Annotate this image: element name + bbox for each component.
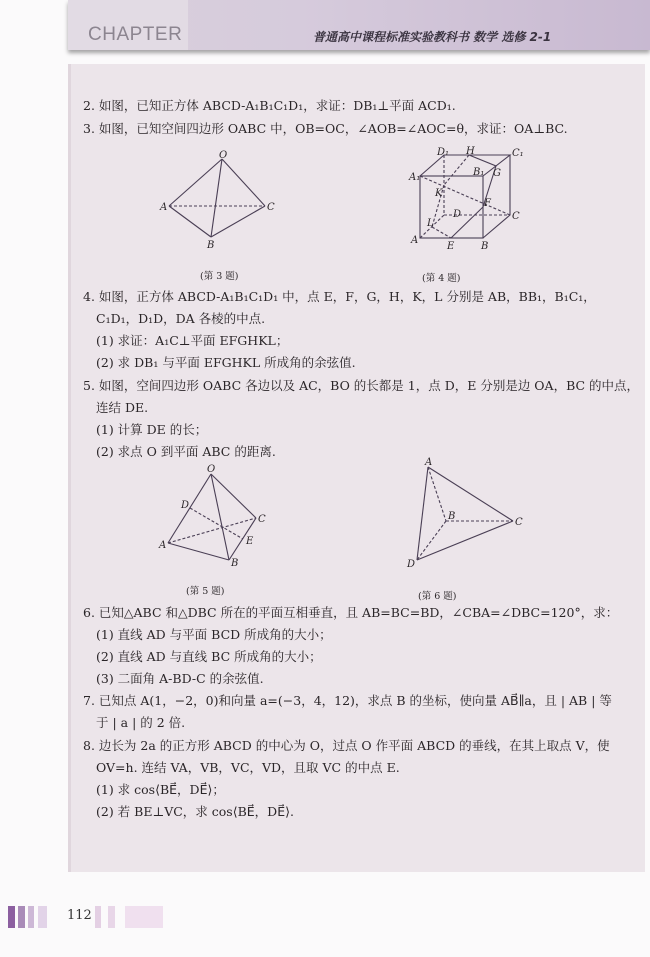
figure-3 xyxy=(159,150,275,282)
problem-8-cont: OV=h. 连结 VA，VB，VC，VD，且取 VC 的中点 E. xyxy=(96,760,400,775)
problem-6-part-1: (1) 直线 AD 与平面 BCD 所成角的大小； xyxy=(96,627,332,642)
label-D1: D₁ xyxy=(437,147,450,158)
label-B: B xyxy=(448,511,456,522)
label-C: C xyxy=(267,202,275,213)
problem-8-part-1: (1) 求 cos⟨BE⃗，DE⃗⟩； xyxy=(96,782,225,797)
label-D: D xyxy=(181,500,190,511)
label-C: C xyxy=(515,517,523,528)
problem-5-part-1: (1) 计算 DE 的长； xyxy=(96,422,208,437)
label-A: A xyxy=(160,202,168,213)
label-O: O xyxy=(219,150,228,161)
label-C: C xyxy=(258,514,266,525)
label-A: A xyxy=(411,235,419,246)
problem-3: 3. 如图，已知空间四边形 OABC 中，OB=OC，∠AOB=∠AOC=θ，求证：OA⊥BC. xyxy=(83,121,568,136)
label-O: O xyxy=(207,464,216,475)
label-A: A xyxy=(425,457,433,468)
label-C: C xyxy=(512,211,520,222)
label-L: L xyxy=(427,218,434,229)
label-A: A xyxy=(159,540,167,551)
problem-7: 7. 已知点 A(1，−2，0)和向量 a=(−3，4，12)，求点 B 的坐标，使向量 AB⃗∥a，且 | AB | 等 xyxy=(83,693,612,708)
problem-6-part-3: (3) 二面角 A-BD-C 的余弦值. xyxy=(96,671,264,686)
label-A1: A₁ xyxy=(409,172,421,183)
problem-4: 4. 如图，正方体 ABCD-A₁B₁C₁D₁ 中，点 E，F，G，H，K，L 分别是 AB，BB₁，B₁C₁， xyxy=(83,289,596,304)
label-G: G xyxy=(493,168,501,179)
label-D: D xyxy=(453,209,462,220)
label-D: D xyxy=(407,559,416,570)
label-E: E xyxy=(246,536,254,547)
problem-4-part-2: (2) 求 DB₁ 与平面 EFGHKL 所成角的余弦值. xyxy=(96,355,356,370)
figure-5 xyxy=(158,464,266,597)
figure-6-caption: (第 6 题) xyxy=(418,591,457,602)
label-B: B xyxy=(481,241,489,252)
figure-6 xyxy=(406,457,523,602)
figure-5-caption: (第 5 题) xyxy=(186,586,225,597)
label-B: B xyxy=(231,558,239,569)
problem-2: 2. 如图，已知正方体 ABCD-A₁B₁C₁D₁，求证：DB₁⊥平面 ACD₁. xyxy=(83,98,456,113)
problem-6: 6. 已知△ABC 和△DBC 所在的平面互相垂直，且 AB=BC=BD，∠CBA=∠DBC=120°，求： xyxy=(83,605,619,620)
problem-5: 5. 如图，空间四边形 OABC 各边以及 AC，BO 的长都是 1，点 D，E 分别是边 OA，BC 的中点， xyxy=(83,378,640,393)
label-H: H xyxy=(466,146,475,157)
figure-3-caption: (第 3 题) xyxy=(200,271,239,282)
label-F: F xyxy=(484,198,491,209)
problem-6-part-2: (2) 直线 AD 与直线 BC 所成角的大小； xyxy=(96,649,322,664)
problem-4-part-1: (1) 求证：A₁C⊥平面 EFGHKL； xyxy=(96,333,289,348)
problem-8-part-2: (2) 若 BE⊥VC，求 cos⟨BE⃗，DE⃗⟩. xyxy=(96,804,294,819)
problem-7-cont: 于 | a | 的 2 倍. xyxy=(96,715,186,730)
figure-4 xyxy=(408,146,524,284)
label-C1: C₁ xyxy=(512,148,524,159)
figure-4-caption: (第 4 题) xyxy=(422,273,461,284)
problem-5-cont: 连结 DE. xyxy=(96,400,149,415)
problem-8: 8. 边长为 2a 的正方形 ABCD 的中心为 O，过点 O 作平面 ABCD 的垂线，在其上取点 V，使 xyxy=(83,738,610,753)
problem-5-part-2: (2) 求点 O 到平面 ABC 的距离. xyxy=(96,444,276,459)
problem-4-cont: C₁D₁，D₁D，DA 各棱的中点. xyxy=(96,311,266,326)
label-B1: B₁ xyxy=(473,167,485,178)
book-title: 普通高中课程标准实验教科书 数学 选修 2-1 xyxy=(313,30,552,44)
page-number: 112 xyxy=(67,908,92,923)
chapter-label: CHAPTER xyxy=(88,24,183,45)
label-K: K xyxy=(435,188,443,199)
label-E: E xyxy=(447,241,455,252)
label-B: B xyxy=(207,240,215,251)
